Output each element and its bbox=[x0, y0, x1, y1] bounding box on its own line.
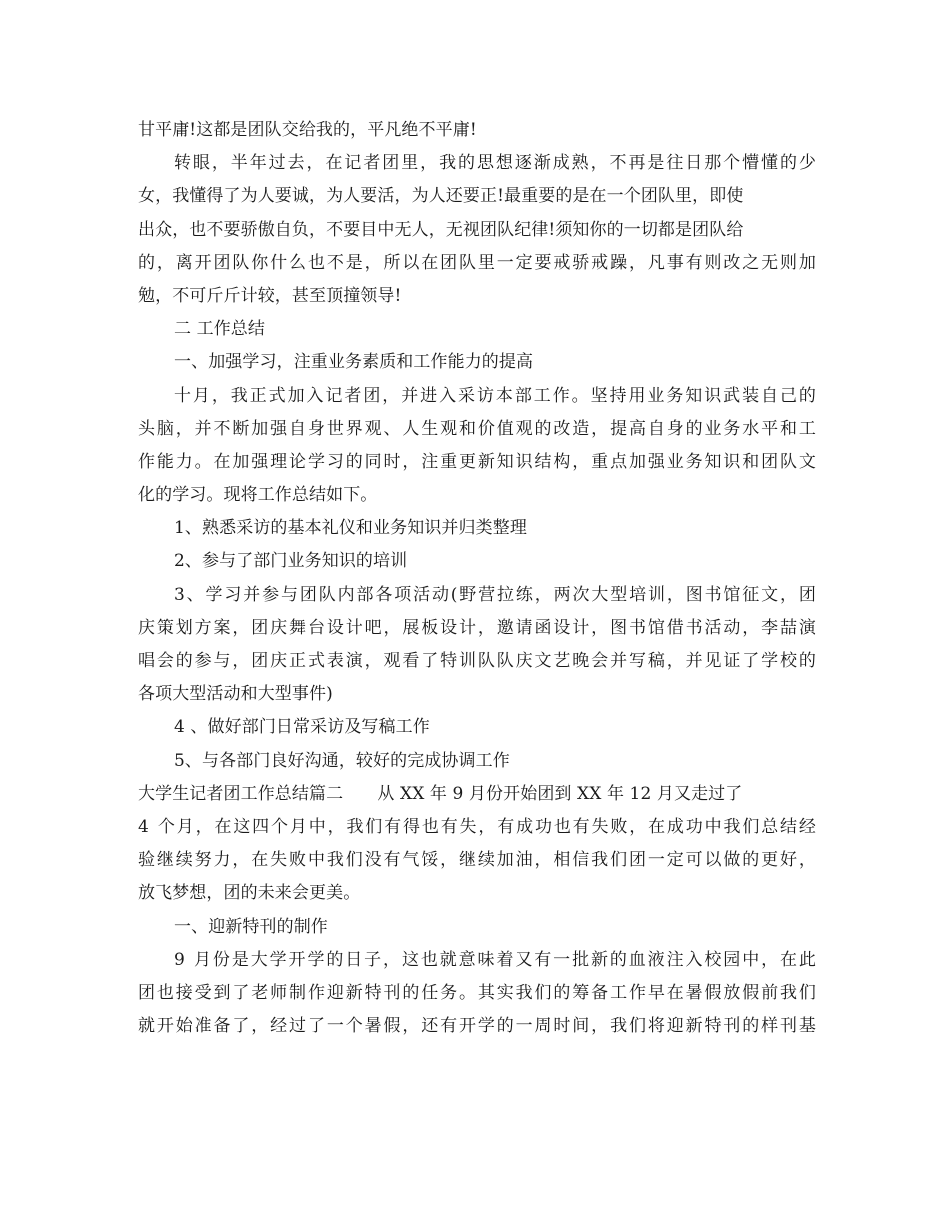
paragraph-line: 就开始准备了，经过了一个暑假，还有开学的一周时间，我们将迎新特刊的样刊基 bbox=[138, 1016, 818, 1037]
paragraph-start-line: 一、加强学习，注重业务素质和工作能力的提高 bbox=[174, 352, 534, 373]
paragraph-line: 庆策划方案，团庆舞台设计吧，展板设计，邀请函设计，图书馆借书活动，李喆演 bbox=[138, 617, 818, 638]
paragraph-line: 团也接受到了老师制作迎新特刊的任务。其实我们的筹备工作早在暑假放假前我们 bbox=[138, 982, 818, 1003]
paragraph-start-line: 3、学习并参与团队内部各项活动(野营拉练，两次大型培训，图书馆征文，团 bbox=[174, 584, 818, 605]
paragraph-start-line: 十月，我正式加入记者团，并进入采访本部工作。坚持用业务知识武装自己的 bbox=[174, 385, 818, 406]
paragraph-line: 头脑，并不断加强自身世界观、人生观和价值观的改造，提高自身的业务水平和工 bbox=[138, 418, 818, 439]
paragraph-start-line: 1、熟悉采访的基本礼仪和业务知识并归类整理 bbox=[174, 518, 527, 539]
paragraph-line: 作能力。在加强理论学习的同时，注重更新知识结构，重点加强业务知识和团队文 bbox=[138, 451, 818, 472]
paragraph-line: 唱会的参与，团庆正式表演，观看了特训队队庆文艺晚会并写稿，并见证了学校的 bbox=[138, 651, 818, 671]
paragraph-line: 甘平庸!这都是团队交给我的，平凡绝不平庸! bbox=[138, 120, 477, 140]
document-body bbox=[138, 114, 816, 1043]
paragraph-start-line: 9 月份是大学开学的日子，这也就意味着又有一批新的血液注入校园中，在此 bbox=[174, 949, 818, 970]
paragraph-start-line: 二 工作总结 bbox=[174, 319, 266, 340]
paragraph-line: 女，我懂得了为人要诚，为人要活，为人还要正!最重要的是在一个团队里，即使 bbox=[138, 186, 744, 207]
paragraph-line: 大学生记者团工作总结篇二 从 XX 年 9 月份开始团到 XX 年 12 月又走过了 bbox=[138, 783, 743, 804]
paragraph-line: 放飞梦想，团的未来会更美。 bbox=[138, 883, 361, 904]
paragraph-line: 的，离开团队你什么也不是，所以在团队里一定要戒骄戒躁，凡事有则改之无则加 bbox=[138, 252, 818, 273]
paragraph-line: 出众，也不要骄傲自负，不要目中无人，无视团队纪律!须知你的一切都是团队给 bbox=[138, 219, 744, 240]
paragraph-start-line: 转眼，半年过去，在记者团里，我的思想逐渐成熟，不再是往日那个懵懂的少 bbox=[174, 153, 818, 174]
paragraph-line: 化的学习。现将工作总结如下。 bbox=[138, 485, 378, 506]
paragraph-start-line: 2、参与了部门业务知识的培训 bbox=[174, 551, 408, 572]
paragraph-line: 各项大型活动和大型事件) bbox=[138, 684, 333, 705]
paragraph-start-line: 一、迎新特刊的制作 bbox=[174, 916, 328, 937]
paragraph-line: 4 个月，在这四个月中，我们有得也有失，有成功也有失败，在成功中我们总结经 bbox=[138, 816, 818, 837]
paragraph-start-line: 5、与各部门良好沟通，较好的完成协调工作 bbox=[174, 750, 510, 771]
paragraph-line: 验继续努力，在失败中我们没有气馁，继续加油，相信我们团一定可以做的更好， bbox=[138, 850, 818, 871]
paragraph-line: 勉，不可斤斤计较，甚至顶撞领导! bbox=[138, 285, 402, 306]
paragraph-start-line: 4 、做好部门日常采访及写稿工作 bbox=[174, 717, 430, 738]
